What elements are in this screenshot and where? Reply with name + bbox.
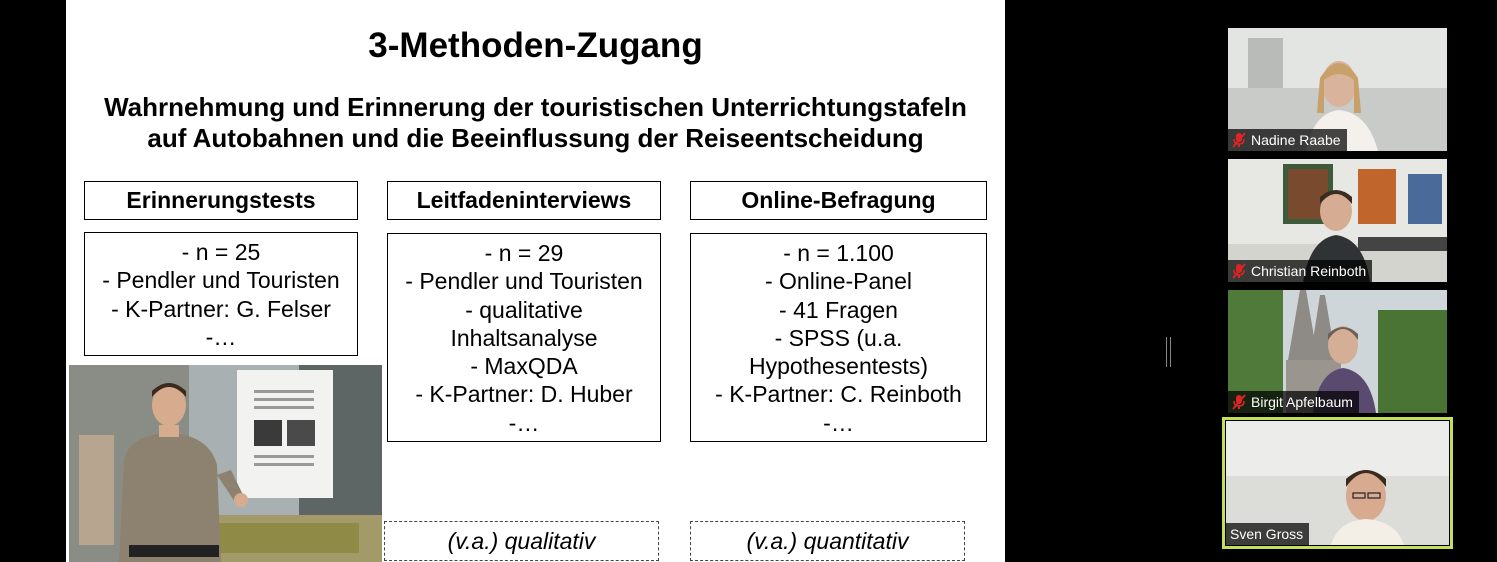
participant-tile-christian-reinboth[interactable] xyxy=(1228,159,1447,282)
column-line: - n = 29 xyxy=(484,240,564,266)
participant-name-tag xyxy=(1228,129,1347,151)
muted-microphone-icon xyxy=(1232,263,1246,279)
column-body-erinnerungstests xyxy=(84,232,358,356)
column-body-online-befragung xyxy=(690,233,987,442)
column-heading-online-befragung: Online-Befragung xyxy=(690,181,987,220)
column-line: - n = 25 xyxy=(181,239,261,265)
column-line: -… xyxy=(823,409,854,436)
participant-name: Birgit Apfelbaum xyxy=(1251,394,1353,410)
presenter-photo-illustration xyxy=(69,365,382,562)
column-line: - K-Partner: C. Reinboth xyxy=(715,381,962,408)
column-body-leitfadeninterviews xyxy=(387,233,661,442)
participant-tile-sven-gross[interactable] xyxy=(1226,421,1449,545)
presenter-photo xyxy=(69,365,382,562)
muted-microphone-icon xyxy=(1232,132,1246,148)
participant-tile-birgit-apfelbaum[interactable] xyxy=(1228,290,1447,413)
column-line: - K-Partner: G. Felser xyxy=(111,295,331,322)
participant-name: Christian Reinboth xyxy=(1251,263,1367,279)
column-line: Inhaltsanalyse xyxy=(450,324,598,351)
column-line: - Pendler und Touristen xyxy=(102,267,340,294)
column-line: - K-Partner: D. Huber xyxy=(415,381,633,408)
participant-tile-nadine-raabe[interactable] xyxy=(1228,28,1447,151)
method-tag-quantitativ: (v.a.) quantitativ xyxy=(690,521,965,561)
slide-subtitle-line-2: auf Autobahnen und die Beeinflussung der Reiseentscheidung xyxy=(147,123,924,153)
column-line: - Online-Panel xyxy=(764,268,913,295)
method-tag-qualitativ: (v.a.) qualitativ xyxy=(384,521,659,561)
panel-splitter-handle[interactable] xyxy=(1166,337,1171,367)
column-line: - SPSS (u.a. xyxy=(774,324,903,351)
participant-name-tag xyxy=(1228,260,1372,282)
slide-subtitle-line-1: Wahrnehmung und Erinnerung der touristischen Unterrichtungstafeln xyxy=(104,92,967,122)
participant-name-tag xyxy=(1226,523,1309,545)
column-line: - 41 Fragen xyxy=(779,296,898,323)
column-line: -… xyxy=(508,409,540,436)
column-line: - Pendler und Touristen xyxy=(405,268,643,295)
shared-slide xyxy=(66,0,1005,562)
participant-name-tag xyxy=(1228,391,1359,413)
column-line: - qualitative xyxy=(465,296,583,323)
column-heading-erinnerungstests: Erinnerungstests xyxy=(84,181,358,220)
column-line: Hypothesentests) xyxy=(749,353,928,380)
column-line: - MaxQDA xyxy=(470,353,578,380)
participant-name: Sven Gross xyxy=(1230,526,1304,542)
column-line: - n = 1.100 xyxy=(783,240,894,266)
slide-title: 3-Methoden-Zugang xyxy=(368,26,703,65)
participant-name: Nadine Raabe xyxy=(1251,132,1341,148)
muted-microphone-icon xyxy=(1232,394,1246,410)
column-line: -… xyxy=(205,323,237,350)
column-heading-leitfadeninterviews: Leitfadeninterviews xyxy=(387,181,661,220)
